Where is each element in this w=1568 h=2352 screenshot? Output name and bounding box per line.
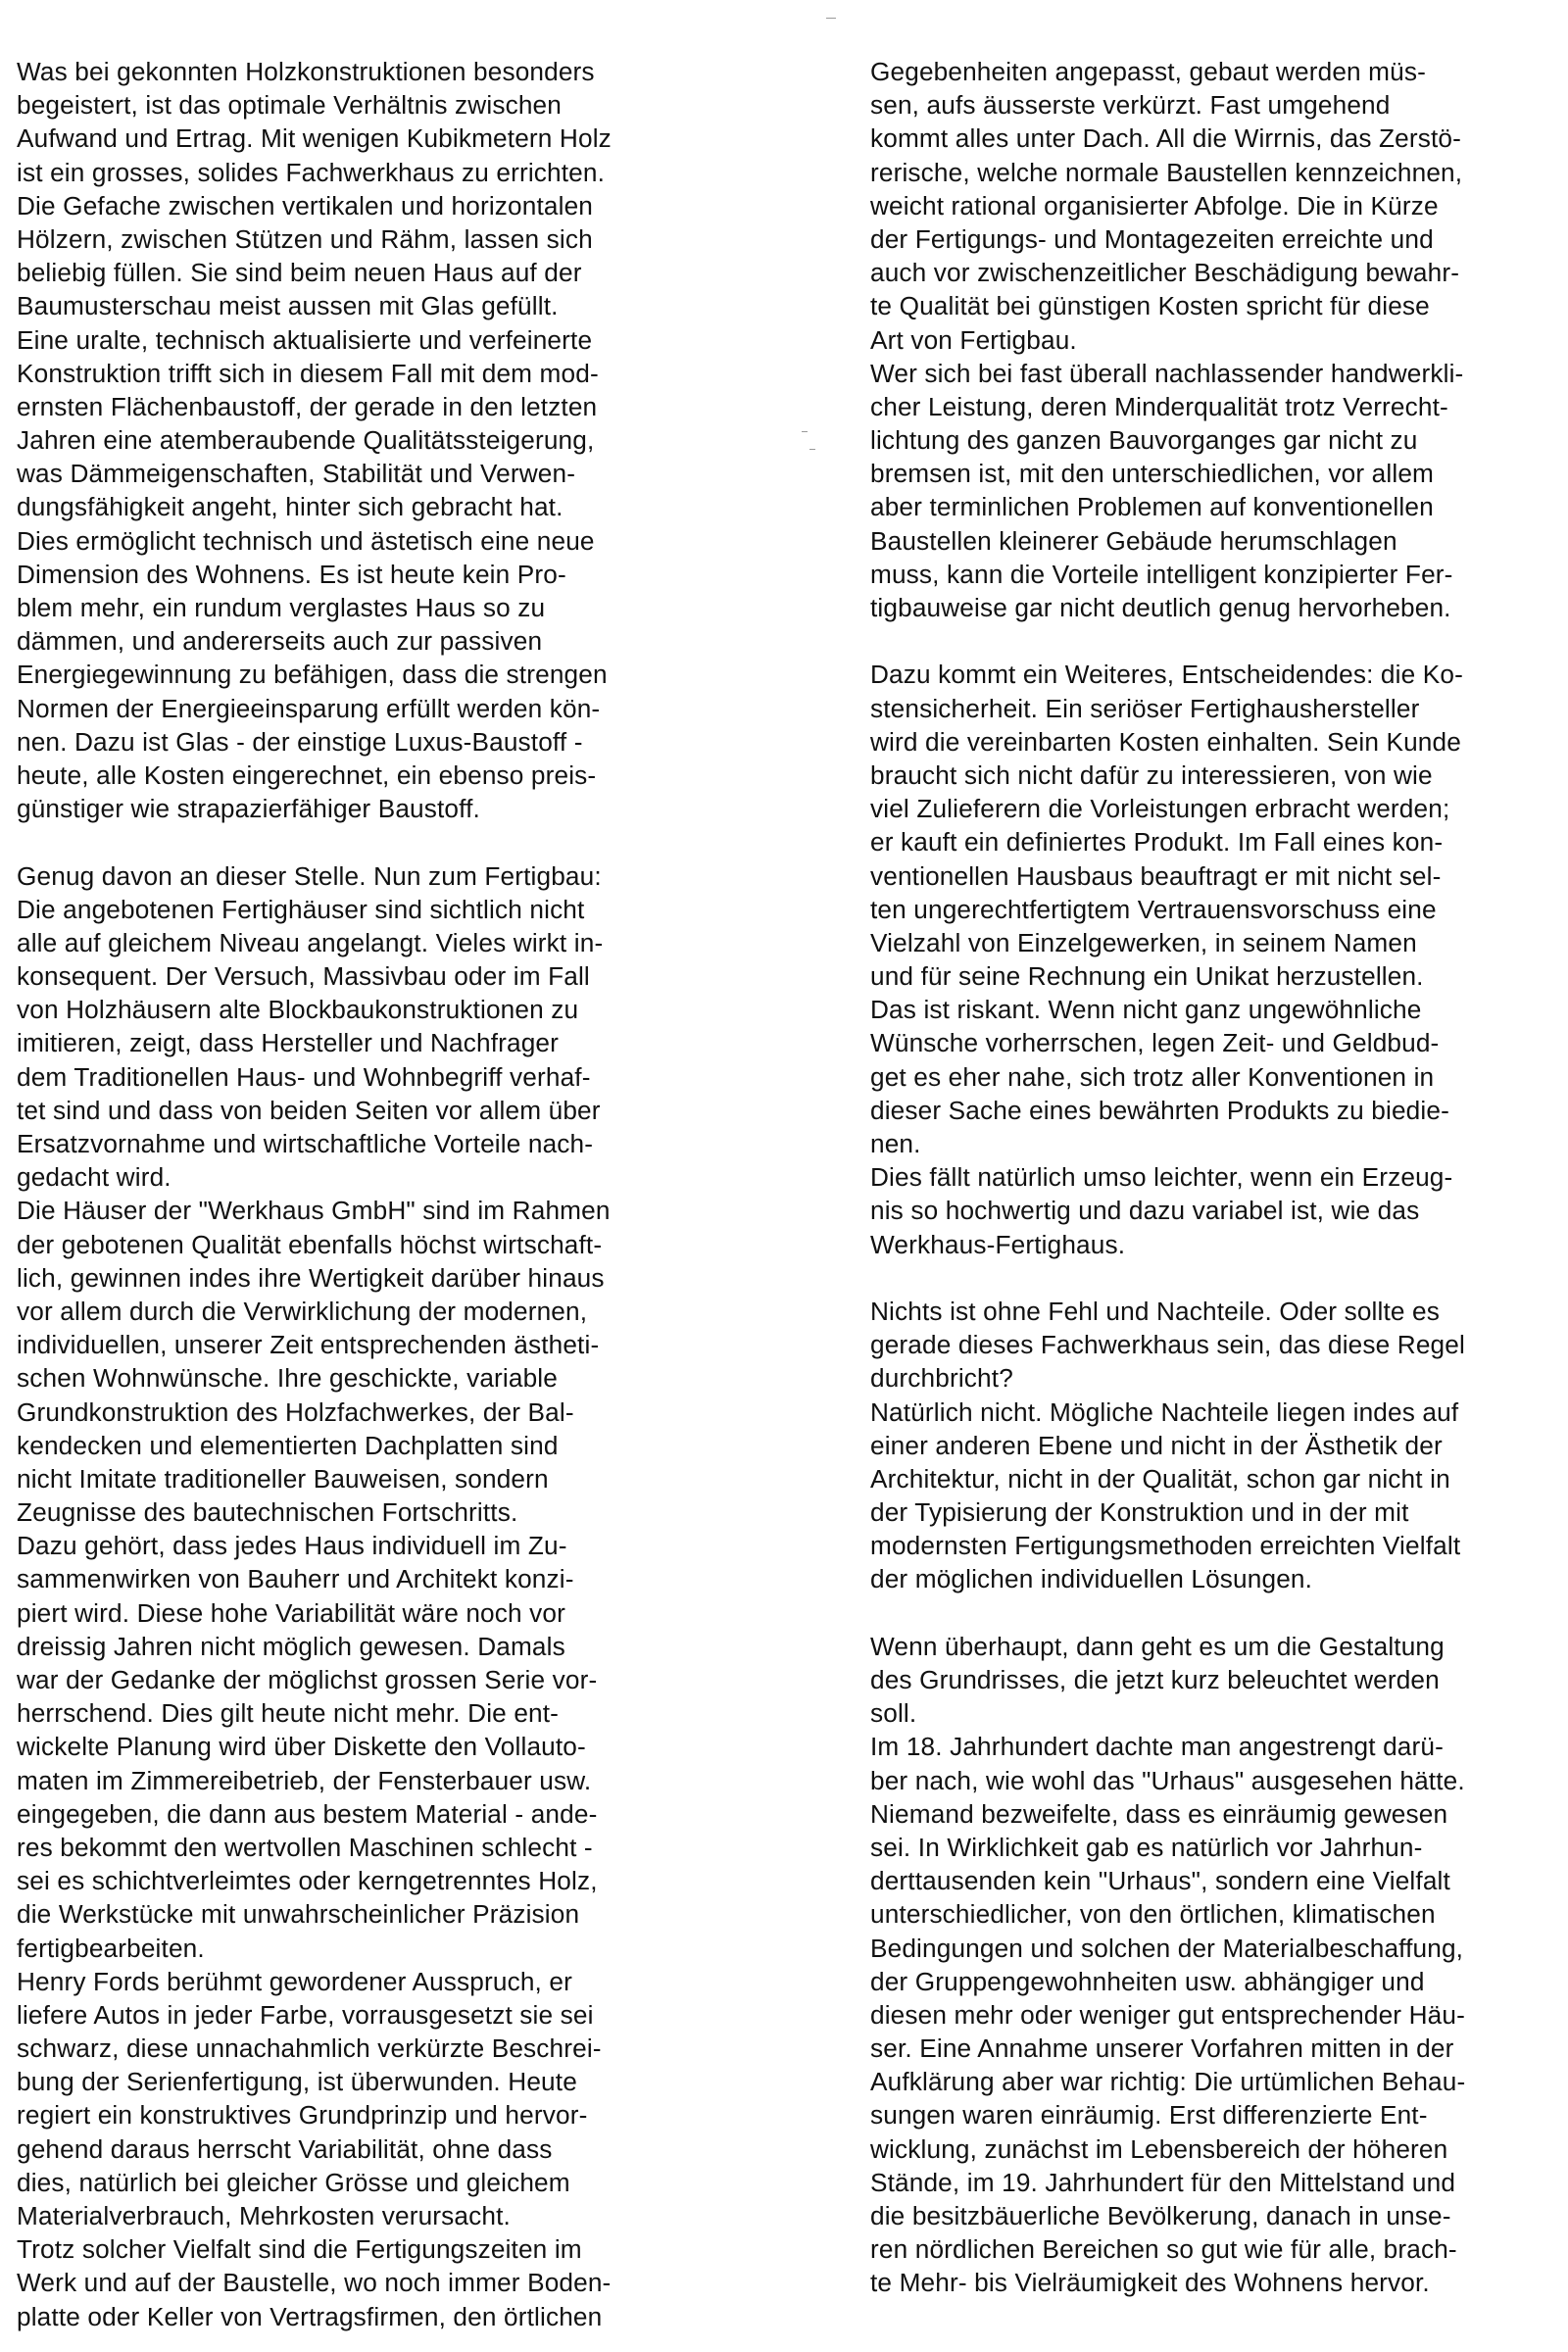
text-line: Aufklärung aber war richtig: Die urtümlichen Behau- bbox=[870, 2067, 1466, 2097]
text-line: aber terminlichen Problemen auf konventionellen bbox=[870, 492, 1434, 522]
paragraph-spacer bbox=[870, 624, 1556, 658]
text-line: Das ist riskant. Wenn nicht ganz ungewöhnliche bbox=[870, 995, 1422, 1025]
text-line: Architektur, nicht in der Qualität, schon gar nicht in bbox=[870, 1463, 1450, 1494]
text-line: nicht Imitate traditioneller Bauweisen, sondern bbox=[17, 1463, 549, 1494]
right-text-column bbox=[870, 55, 1556, 2300]
text-line: gedacht wird. bbox=[17, 1162, 172, 1193]
text-line: rerische, welche normale Baustellen kennzeichnen, bbox=[870, 157, 1463, 187]
paragraph bbox=[870, 55, 1556, 624]
text-line: tigbauweise gar nicht deutlich genug hervorheben. bbox=[870, 593, 1451, 622]
text-line: der Typisierung der Konstruktion und in der mit bbox=[870, 1497, 1409, 1528]
text-line: die besitzbäuerliche Bevölkerung, danach in unse- bbox=[870, 2201, 1451, 2230]
text-line: der Gruppengewohnheiten usw. abhängiger und bbox=[870, 1966, 1425, 1996]
text-line: cher Leistung, deren Minderqualität trotz Verrecht- bbox=[870, 391, 1448, 421]
text-line: viel Zulieferern die Vorleistungen erbracht werden; bbox=[870, 794, 1450, 824]
text-line: te Mehr- bis Vielräumigkeit des Wohnens hervor. bbox=[870, 2268, 1430, 2298]
text-line: heute, alle Kosten eingerechnet, ein ebenso preis- bbox=[17, 760, 597, 790]
text-line: nen. bbox=[870, 1129, 921, 1158]
text-line: Dies ermöglicht technisch und ästetisch eine neue bbox=[17, 525, 595, 556]
text-line: Im 18. Jahrhundert dachte man angestrengt darü- bbox=[870, 1732, 1444, 1762]
text-line: kommt alles unter Dach. All die Wirrnis, das Zerstö- bbox=[870, 123, 1462, 154]
text-line: die Werkstücke mit unwahrscheinlicher Präzision bbox=[17, 1899, 580, 1930]
scan-mark bbox=[826, 18, 836, 19]
text-line: muss, kann die Vorteile intelligent konzipierter Fer- bbox=[870, 559, 1453, 589]
text-line: Ersatzvornahme und wirtschaftliche Vorteile nach- bbox=[17, 1129, 594, 1158]
text-line: einer anderen Ebene und nicht in der Ästhetik der bbox=[870, 1430, 1443, 1460]
text-line: maten im Zimmereibetrieb, der Fensterbauer usw. bbox=[17, 1765, 592, 1795]
text-line: Konstruktion trifft sich in diesem Fall mit dem mod- bbox=[17, 358, 599, 388]
text-line: weicht rational organisierter Abfolge. Die in Kürze bbox=[870, 190, 1439, 220]
text-line: Nichts ist ohne Fehl und Nachteile. Oder sollte es bbox=[870, 1296, 1441, 1326]
scan-mark bbox=[802, 431, 808, 432]
text-line: platte oder Keller von Vertragsfirmen, den örtlichen bbox=[17, 2301, 603, 2331]
text-line: konsequent. Der Versuch, Massivbau oder im Fall bbox=[17, 961, 590, 992]
text-line: Aufwand und Ertrag. Mit wenigen Kubikmetern Holz bbox=[17, 123, 612, 154]
text-line: schen Wohnwünsche. Ihre geschickte, variable bbox=[17, 1363, 558, 1394]
text-line: Die angebotenen Fertighäuser sind sichtlich nicht bbox=[17, 894, 585, 924]
text-line: gehend daraus herrscht Variabilität, ohne dass bbox=[17, 2133, 553, 2164]
text-line: Wünsche vorherrschen, legen Zeit- und Geldbud- bbox=[870, 1028, 1440, 1058]
text-line: stensicherheit. Ein seriöser Fertighaushersteller bbox=[870, 693, 1420, 723]
text-line: dem Traditionellen Haus- und Wohnbegriff verhaf- bbox=[17, 1061, 591, 1092]
text-line: Werk und auf der Baustelle, wo noch immer Boden- bbox=[17, 2268, 612, 2298]
text-line: Baumusterschau meist aussen mit Glas gefüllt. bbox=[17, 291, 559, 321]
text-line: sen, aufs äusserste verkürzt. Fast umgehend bbox=[870, 90, 1391, 121]
text-line: Was bei gekonnten Holzkonstruktionen besonders bbox=[17, 57, 595, 86]
text-line: ist ein grosses, solides Fachwerkhaus zu errichten. bbox=[17, 157, 606, 187]
text-line: sammenwirken von Bauherr und Architekt konzi- bbox=[17, 1564, 574, 1594]
text-line: günstiger wie strapazierfähiger Baustoff. bbox=[17, 794, 480, 824]
text-line: Materialverbrauch, Mehrkosten verursacht. bbox=[17, 2201, 511, 2230]
text-line: Baustellen kleinerer Gebäude herumschlagen bbox=[870, 525, 1397, 556]
text-line: Niemand bezweifelte, dass es einräumig gewesen bbox=[870, 1798, 1448, 1829]
text-line: individuellen, unserer Zeit entsprechenden ästheti- bbox=[17, 1330, 600, 1360]
text-line: unterschiedlicher, von den örtlichen, klimatischen bbox=[870, 1899, 1436, 1930]
text-line: beliebig füllen. Sie sind beim neuen Haus auf der bbox=[17, 258, 582, 288]
text-line: der Fertigungs- und Montagezeiten erreichte und bbox=[870, 223, 1434, 254]
paragraph-spacer bbox=[17, 825, 747, 858]
text-line: derttausenden kein "Urhaus", sondern eine Vielfalt bbox=[870, 1866, 1450, 1896]
text-line: durchbricht? bbox=[870, 1363, 1013, 1394]
text-line: Vielzahl von Einzelgewerken, in seinem Namen bbox=[870, 927, 1417, 957]
text-line: schwarz, diese unnachahmlich verkürzte Beschrei- bbox=[17, 2034, 602, 2064]
text-line: begeistert, ist das optimale Verhältnis zwischen bbox=[17, 90, 562, 121]
text-line: ber nach, wie wohl das "Urhaus" ausgesehen hätte. bbox=[870, 1765, 1465, 1795]
text-line: Jahren eine atemberaubende Qualitätssteigerung, bbox=[17, 425, 595, 456]
text-line: fertigbearbeiten. bbox=[17, 1933, 205, 1963]
text-line: soll. bbox=[870, 1698, 917, 1729]
text-line: gerade dieses Fachwerkhaus sein, das diese Regel bbox=[870, 1330, 1465, 1360]
text-line: Die Häuser der "Werkhaus GmbH" sind im Rahmen bbox=[17, 1196, 611, 1226]
text-line: wird die vereinbarten Kosten einhalten. Sein Kunde bbox=[870, 726, 1461, 757]
text-line: ren nördlichen Bereichen so gut wie für alle, brach- bbox=[870, 2234, 1457, 2265]
text-line: dreissig Jahren nicht möglich gewesen. Damals bbox=[17, 1631, 565, 1661]
paragraph-spacer bbox=[870, 1261, 1556, 1295]
text-line: braucht sich nicht dafür zu interessieren, von wie bbox=[870, 760, 1433, 790]
text-line: Art von Fertigbau. bbox=[870, 324, 1077, 355]
text-line: te Qualität bei günstigen Kosten spricht für diese bbox=[870, 291, 1430, 321]
text-line: sungen waren einräumig. Erst differenzierte Ent- bbox=[870, 2100, 1428, 2131]
text-line: bung der Serienfertigung, ist überwunden. Heute bbox=[17, 2067, 577, 2097]
text-line: der gebotenen Qualität ebenfalls höchst wirtschaft- bbox=[17, 1229, 603, 1259]
text-line: tet sind und dass von beiden Seiten vor allem über bbox=[17, 1095, 601, 1125]
text-line: kendecken und elementierten Dachplatten sind bbox=[17, 1430, 559, 1460]
text-line: Dies fällt natürlich umso leichter, wenn ein Erzeug- bbox=[870, 1162, 1453, 1193]
scan-mark bbox=[809, 449, 815, 450]
paragraph bbox=[870, 1295, 1556, 1596]
text-line: sei es schichtverleimtes oder kerngetrenntes Holz, bbox=[17, 1866, 598, 1896]
text-line: auch vor zwischenzeitlicher Beschädigung bewahr- bbox=[870, 258, 1460, 288]
text-line: nis so hochwertig und dazu variabel ist, wie das bbox=[870, 1196, 1420, 1226]
text-line: Genug davon an dieser Stelle. Nun zum Fertigbau: bbox=[17, 860, 602, 891]
text-line: nen. Dazu ist Glas - der einstige Luxus-Baustoff - bbox=[17, 726, 583, 757]
text-line: piert wird. Diese hohe Variabilität wäre noch vor bbox=[17, 1597, 565, 1628]
text-line: Die Gefache zwischen vertikalen und horizontalen bbox=[17, 190, 594, 220]
text-line: ernsten Flächenbaustoff, der gerade in den letzten bbox=[17, 391, 598, 421]
text-line: und für seine Rechnung ein Unikat herzustellen. bbox=[870, 961, 1424, 992]
text-line: bremsen ist, mit den unterschiedlichen, vor allem bbox=[870, 459, 1434, 489]
text-line: er kauft ein definiertes Produkt. Im Fall eines kon- bbox=[870, 827, 1444, 858]
text-line: der möglichen individuellen Lösungen. bbox=[870, 1564, 1313, 1594]
text-line: Grundkonstruktion des Holzfachwerkes, der Bal- bbox=[17, 1396, 574, 1427]
text-line: Wenn überhaupt, dann geht es um die Gestaltung bbox=[870, 1631, 1445, 1661]
text-line: Natürlich nicht. Mögliche Nachteile liegen indes auf bbox=[870, 1396, 1459, 1427]
text-line: Wer sich bei fast überall nachlassender handwerkli- bbox=[870, 358, 1464, 388]
text-line: lich, gewinnen indes ihre Wertigkeit darüber hinaus bbox=[17, 1262, 605, 1293]
text-line: vor allem durch die Verwirklichung der modernen, bbox=[17, 1296, 588, 1326]
text-line: Normen der Energieeinsparung erfüllt werden kön- bbox=[17, 693, 601, 723]
left-text-column bbox=[17, 55, 747, 2333]
text-line: liefere Autos in jeder Farbe, vorrausgesetzt sie sei bbox=[17, 1999, 594, 2030]
paragraph bbox=[17, 859, 747, 2333]
paragraph bbox=[870, 658, 1556, 1260]
text-line: Dazu kommt ein Weiteres, Entscheidendes: die Ko- bbox=[870, 660, 1463, 690]
text-line: regiert ein konstruktives Grundprinzip und hervor- bbox=[17, 2100, 588, 2131]
text-line: lichtung des ganzen Bauvorganges gar nicht zu bbox=[870, 425, 1418, 456]
text-line: wicklung, zunächst im Lebensbereich der höheren bbox=[870, 2133, 1448, 2164]
paragraph bbox=[17, 55, 747, 825]
text-line: Henry Fords berühmt gewordener Ausspruch, er bbox=[17, 1966, 572, 1996]
paragraph-spacer bbox=[870, 1596, 1556, 1630]
text-line: diesen mehr oder weniger gut entsprechender Häu- bbox=[870, 1999, 1465, 2030]
text-line: dungsfähigkeit angeht, hinter sich gebracht hat. bbox=[17, 492, 564, 522]
text-line: ser. Eine Annahme unserer Vorfahren mitten in der bbox=[870, 2034, 1454, 2064]
text-line: wickelte Planung wird über Diskette den Vollauto- bbox=[17, 1732, 586, 1762]
text-line: herrschend. Dies gilt heute nicht mehr. Die ent- bbox=[17, 1698, 560, 1729]
text-line: dies, natürlich bei gleicher Grösse und gleichem bbox=[17, 2167, 570, 2197]
text-line: von Holzhäusern alte Blockbaukonstruktionen zu bbox=[17, 995, 579, 1025]
text-line: des Grundrisses, die jetzt kurz beleuchtet werden bbox=[870, 1665, 1440, 1694]
text-line: blem mehr, ein rundum verglastes Haus so zu bbox=[17, 593, 546, 622]
text-line: Dimension des Wohnens. Es ist heute kein Pro- bbox=[17, 559, 566, 589]
text-line: Bedingungen und solchen der Materialbeschaffung, bbox=[870, 1933, 1464, 1963]
text-line: res bekommt den wertvollen Maschinen schlecht - bbox=[17, 1832, 593, 1862]
text-line: Stände, im 19. Jahrhundert für den Mittelstand und bbox=[870, 2167, 1456, 2197]
text-line: dieser Sache eines bewährten Produkts zu biedie- bbox=[870, 1095, 1449, 1125]
text-line: imitieren, zeigt, dass Hersteller und Nachfrager bbox=[17, 1028, 560, 1058]
text-line: Gegebenheiten angepasst, gebaut werden müs- bbox=[870, 57, 1426, 86]
text-line: modernsten Fertigungsmethoden erreichten Vielfalt bbox=[870, 1531, 1461, 1561]
text-line: ten ungerechtfertigtem Vertrauensvorschuss eine bbox=[870, 894, 1437, 924]
text-line: Dazu gehört, dass jedes Haus individuell im Zu- bbox=[17, 1531, 567, 1561]
text-line: ventionellen Hausbaus beauftragt er mit nicht sel- bbox=[870, 860, 1442, 891]
text-line: Zeugnisse des bautechnischen Fortschritts. bbox=[17, 1497, 518, 1528]
text-line: Hölzern, zwischen Stützen und Rähm, lassen sich bbox=[17, 223, 593, 254]
text-line: war der Gedanke der möglichst grossen Serie vor- bbox=[17, 1665, 598, 1694]
text-line: Energiegewinnung zu befähigen, dass die strengen bbox=[17, 660, 608, 690]
text-line: Eine uralte, technisch aktualisierte und verfeinerte bbox=[17, 324, 593, 355]
text-line: Trotz solcher Vielfalt sind die Fertigungszeiten im bbox=[17, 2234, 582, 2265]
text-line: get es eher nahe, sich trotz aller Konventionen in bbox=[870, 1061, 1435, 1092]
text-line: alle auf gleichem Niveau angelangt. Vieles wirkt in- bbox=[17, 927, 604, 957]
text-line: sei. In Wirklichkeit gab es natürlich vor Jahrhun- bbox=[870, 1832, 1423, 1862]
text-line: was Dämmeigenschaften, Stabilität und Verwen- bbox=[17, 459, 576, 489]
text-line: eingegeben, die dann aus bestem Material - ande- bbox=[17, 1798, 598, 1829]
text-line: dämmen, und andererseits auch zur passiven bbox=[17, 626, 543, 657]
text-line: Werkhaus-Fertighaus. bbox=[870, 1229, 1126, 1259]
paragraph bbox=[870, 1630, 1556, 2300]
